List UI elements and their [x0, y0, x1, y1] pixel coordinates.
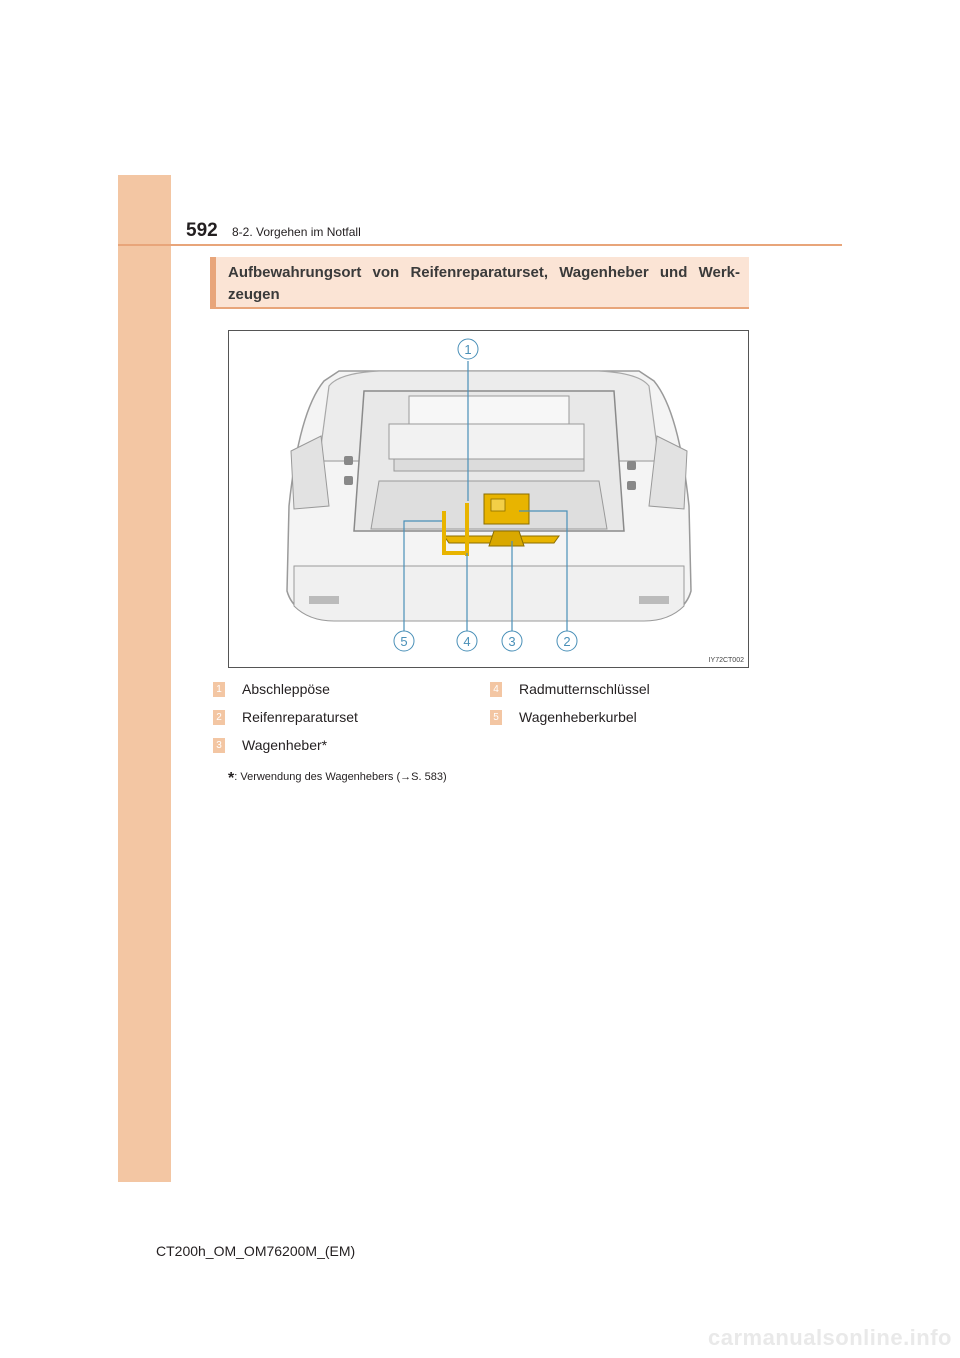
legend-number-4: 4 [490, 682, 502, 697]
callout-1 [458, 339, 478, 359]
heading-title: Aufbewahrungsort von Reifenreparaturset, Wagenheber und Werk-zeugen [228, 264, 740, 303]
callout-2-label: 2 [563, 634, 571, 649]
legend-label-5: Wagenheberkurbel [519, 709, 637, 725]
legend-label-2: Reifenreparaturset [242, 709, 358, 725]
legend-item-4 [490, 679, 650, 699]
page-number: 592 [186, 220, 218, 241]
legend-label-3: Wagenheber* [242, 737, 328, 753]
header-rule [118, 244, 842, 246]
legend-item-2 [213, 707, 358, 727]
legend-label-1: Abschleppöse [242, 681, 330, 697]
callout-4 [457, 631, 477, 651]
legend-number-2: 2 [213, 710, 225, 725]
legend-label-4: Radmutternschlüssel [519, 681, 650, 697]
footnote-text: : Verwendung des Wagenhebers (→S. 583) [234, 771, 447, 783]
callout-3 [502, 631, 522, 651]
callout-4-label: 4 [463, 634, 471, 649]
footnote [228, 770, 447, 788]
callout-1-label: 1 [464, 342, 472, 357]
callout-3-label: 3 [508, 634, 516, 649]
heading-accent-bar [210, 257, 216, 307]
car-rear-drawing [229, 331, 748, 667]
legend-item-1 [213, 679, 330, 699]
figure-code: IY72CT002 [708, 657, 744, 664]
trunk-illustration [228, 330, 749, 668]
section-heading [210, 257, 749, 309]
callout-2 [557, 631, 577, 651]
callout-5-label: 5 [400, 634, 408, 649]
legend-item-5 [490, 707, 637, 727]
watermark: carmanualsonline.info [708, 1325, 952, 1350]
legend-number-5: 5 [490, 710, 502, 725]
section-title: 8-2. Vorgehen im Notfall [232, 225, 361, 239]
legend-number-1: 1 [213, 682, 225, 697]
side-band [118, 175, 171, 1182]
legend-item-3 [213, 735, 327, 755]
callout-5 [394, 631, 414, 651]
footnote-star: * [228, 770, 235, 787]
footer-document-code: CT200h_OM_OM76200M_(EM) [156, 1243, 356, 1259]
legend-number-3: 3 [213, 738, 225, 753]
